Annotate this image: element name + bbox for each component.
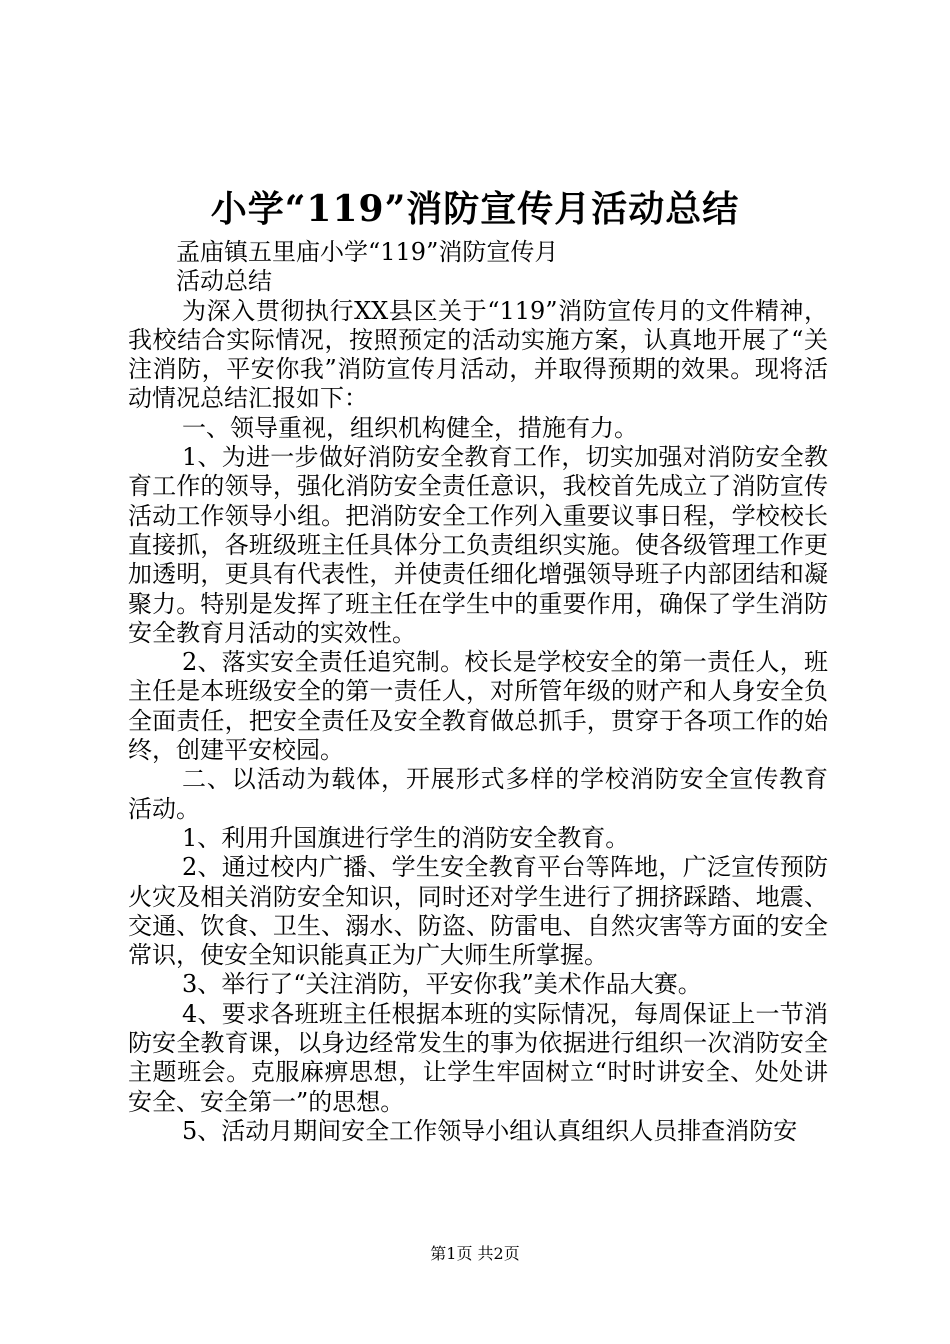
paragraph-2-3: 3、举行了“关注消防，平安你我”美术作品大赛。	[182, 970, 702, 999]
paragraph-subtitle-cont: 活动总结	[176, 267, 272, 296]
paragraph-subtitle: 孟庙镇五里庙小学“119”消防宣传月	[176, 238, 559, 266]
document-title: 小学“119”消防宣传月活动总结	[210, 188, 740, 230]
section-heading-1: 一、领导重视，组织机构健全，措施有力。	[182, 413, 638, 442]
page-footer: 第1页 共2页	[430, 1244, 520, 1263]
paragraph-1-2: 2、落实安全责任追究制。校长是学校安全的第一责任人，班主任是本班级安全的第一责任人，对所管年级的财产和人身安全负全面责任，把安全责任及安全教育做总抓手，贯穿于各项工作的始终，创建平安校园。	[128, 648, 828, 765]
section-heading-2: 二、以活动为载体，开展形式多样的学校消防安全宣传教育活动。	[128, 765, 828, 823]
paragraph-2-4: 4、要求各班班主任根据本班的实际情况，每周保证上一节消防安全教育课，以身边经常发生的事为依据进行组织一次消防安全主题班会。克服麻痹思想，让学生牢固树立“时时讲安全、处处讲安全、安全第一”的思想。	[128, 999, 828, 1116]
paragraph-intro: 为深入贯彻执行XX县区关于“119”消防宣传月的文件精神，我校结合实际情况，按照预定的活动实施方案，认真地开展了“关注消防，平安你我”消防宣传月活动，并取得预期的效果。现将活动情况总结汇报如下：	[128, 296, 828, 413]
paragraph-1-1: 1、为进一步做好消防安全教育工作，切实加强对消防安全教育工作的领导，强化消防安全责任意识，我校首先成立了消防宣传活动工作领导小组。把消防安全工作列入重要议事日程，学校校长直接抓，各班级班主任具体分工负责组织实施。使各级管理工作更加透明，更具有代表性，并使责任细化增强领导班子内部团结和凝聚力。特别是发挥了班主任在学生中的重要作用，确保了学生消防安全教育月活动的实效性。	[128, 443, 828, 647]
document-body	[128, 238, 828, 1146]
paragraph-2-2: 2、通过校内广播、学生安全教育平台等阵地，广泛宣传预防火灾及相关消防安全知识，同时还对学生进行了拥挤踩踏、地震、交通、饮食、卫生、溺水、防盗、防雷电、自然灾害等方面的安全常识，使安全知识能真正为广大师生所掌握。	[128, 853, 828, 970]
paragraph-2-1: 1、利用升国旗进行学生的消防安全教育。	[182, 823, 630, 852]
paragraph-2-5: 5、活动月期间安全工作领导小组认真组织人员排查消防安	[182, 1116, 798, 1145]
